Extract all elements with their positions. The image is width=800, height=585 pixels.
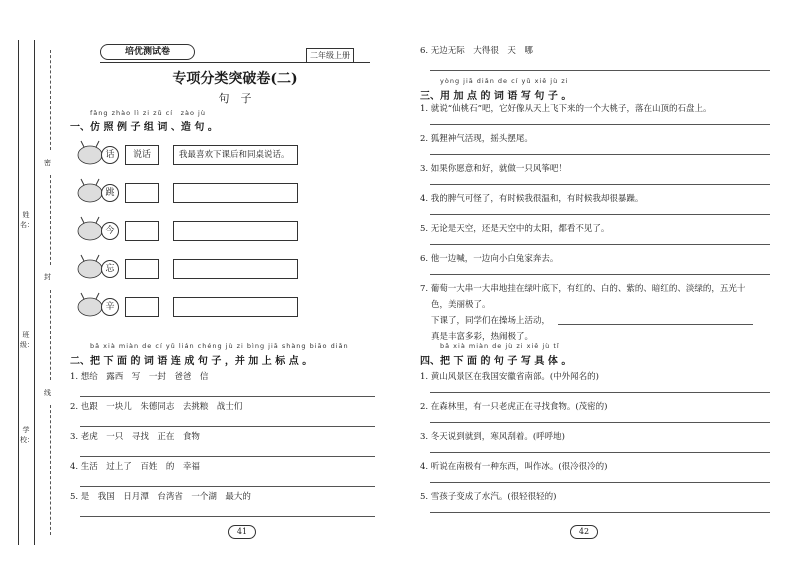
cut-mark-feng: 封 bbox=[44, 273, 51, 281]
answer-line[interactable] bbox=[430, 244, 770, 245]
bee-icon bbox=[76, 140, 104, 166]
item: 4. 听说在南极有一种东西，叫作冰。(很冷很冷的) bbox=[420, 462, 608, 472]
answer-line[interactable] bbox=[430, 392, 770, 393]
answer-line[interactable] bbox=[430, 274, 770, 275]
item: 7. 葡萄一大串一大串地挂在绿叶底下，有红的、白的、紫的、暗红的、淡绿的，五光十 bbox=[420, 284, 746, 294]
item: 3. 冬天说到就到，寒风刮着。(呼呼地) bbox=[420, 432, 565, 442]
school-label: 学校： bbox=[20, 426, 34, 444]
page-subtitle: 句 子 bbox=[218, 92, 252, 105]
word-box[interactable] bbox=[125, 259, 159, 279]
bee-icon bbox=[76, 292, 104, 318]
section4-pinyin: bǎ xià miàn de jù zi xiě jù tǐ bbox=[440, 342, 560, 350]
logo: 培优测试卷 bbox=[100, 44, 195, 60]
example-char: 跳 bbox=[101, 184, 119, 202]
example-char: 今 bbox=[101, 222, 119, 240]
cut-line bbox=[50, 50, 51, 150]
page-number: 42 bbox=[570, 525, 598, 539]
sentence-box[interactable]: 我最喜欢下课后和同桌说话。 bbox=[173, 145, 298, 165]
item: 真是丰富多彩，热闹极了。 bbox=[431, 332, 534, 342]
answer-line[interactable] bbox=[80, 486, 375, 487]
answer-line[interactable] bbox=[430, 70, 770, 71]
answer-line[interactable] bbox=[430, 482, 770, 483]
answer-line[interactable] bbox=[430, 214, 770, 215]
answer-line[interactable] bbox=[430, 154, 770, 155]
answer-line[interactable] bbox=[430, 184, 770, 185]
section2-title: 二、把 下 面 的 词 语 连 成 句 子 ，并 加 上 标 点 。 bbox=[70, 356, 313, 367]
example-char: 忘 bbox=[101, 260, 119, 278]
page-title: 专项分类突破卷(二) bbox=[172, 71, 298, 87]
item: 4. 生活 过上了 百姓 的 幸福 bbox=[70, 462, 200, 472]
word-box[interactable]: 说话 bbox=[125, 145, 159, 165]
cut-line bbox=[50, 405, 51, 535]
item: 6. 他一边喊，一边向小白兔家奔去。 bbox=[420, 254, 559, 264]
name-label: 姓名： bbox=[20, 211, 34, 229]
answer-line[interactable] bbox=[558, 324, 753, 325]
item: 6. 无边无际 大得很 天 哪 bbox=[420, 46, 533, 56]
sentence-box[interactable] bbox=[173, 183, 298, 203]
binding-line bbox=[34, 40, 35, 545]
item: 2. 狐狸神气活现，摇头摆尾。 bbox=[420, 134, 533, 144]
section3-title: 三、用 加 点 的 词 语 写 句 子 。 bbox=[420, 91, 572, 102]
section3-pinyin: yòng jiā diǎn de cí yǔ xiě jù zi bbox=[440, 77, 569, 85]
bee-icon bbox=[76, 254, 104, 280]
answer-line[interactable] bbox=[80, 516, 375, 517]
answer-line[interactable] bbox=[430, 422, 770, 423]
item: 4. 我的脾气可怪了，有时候我很温和，有时候我却很暴躁。 bbox=[420, 194, 644, 204]
sentence-box[interactable] bbox=[173, 297, 298, 317]
item: 3. 如果你愿意和好，就做一只风筝吧！ bbox=[420, 164, 567, 174]
binding-strip bbox=[14, 40, 62, 545]
item: 2. 也跟 一块儿 朱德同志 去挑粮 战士们 bbox=[70, 402, 243, 412]
answer-line[interactable] bbox=[430, 512, 770, 513]
cut-line bbox=[50, 290, 51, 380]
cut-mark-mi: 密 bbox=[44, 159, 51, 167]
bee-icon bbox=[76, 178, 104, 204]
item: 5. 雪孩子变成了水汽。(很轻很轻的) bbox=[420, 492, 557, 502]
header-rule bbox=[100, 62, 370, 63]
answer-line[interactable] bbox=[80, 396, 375, 397]
section4-title: 四、把 下 面 的 句 子 写 具 体 。 bbox=[420, 356, 572, 367]
example-char: 话 bbox=[101, 146, 119, 164]
page-number: 41 bbox=[228, 525, 256, 539]
section2-pinyin: bǎ xià miàn de cí yǔ lián chéng jù zi bìng jiā shàng biāo diǎn bbox=[90, 342, 349, 350]
answer-line[interactable] bbox=[80, 456, 375, 457]
cut-mark-xian: 线 bbox=[44, 389, 51, 397]
sentence-box[interactable] bbox=[173, 259, 298, 279]
sentence-box[interactable] bbox=[173, 221, 298, 241]
item: 2. 在森林里，有一只老虎正在寻找食物。(茂密的) bbox=[420, 402, 608, 412]
item: 1. 黄山风景区在我国安徽省南部。(中外闻名的) bbox=[420, 372, 599, 382]
example-char: 辛 bbox=[101, 298, 119, 316]
item: 3. 老虎 一只 寻找 正在 食物 bbox=[70, 432, 200, 442]
section1-title: 一、仿 照 例 子 组 词 、造 句 。 bbox=[70, 122, 218, 133]
word-box[interactable] bbox=[125, 221, 159, 241]
answer-line[interactable] bbox=[80, 426, 375, 427]
item: 5. 是 我国 日月潭 台湾省 一个湖 最大的 bbox=[70, 492, 251, 502]
word-box[interactable] bbox=[125, 297, 159, 317]
item: 5. 无论是天空，还是天空中的太阳，都看不见了。 bbox=[420, 224, 610, 234]
bee-icon bbox=[76, 216, 104, 242]
answer-line[interactable] bbox=[430, 124, 770, 125]
grade-label: 二年级上册 bbox=[306, 48, 354, 63]
left-page bbox=[70, 20, 380, 565]
right-page bbox=[420, 20, 775, 565]
item: 1. 想给 露西 写 一封 爸爸 信 bbox=[70, 372, 209, 382]
item: 下课了，同学们在操场上活动， bbox=[431, 316, 551, 326]
item: 1. 就说“仙桃石”吧，它好像从天上飞下来的一个大桃子，落在山顶的石盘上。 bbox=[420, 104, 712, 114]
section1-pinyin: fǎng zhào lì zi zǔ cí zào jù bbox=[90, 109, 206, 117]
binding-line bbox=[18, 40, 19, 545]
answer-line[interactable] bbox=[430, 452, 770, 453]
word-box[interactable] bbox=[125, 183, 159, 203]
cut-line bbox=[50, 175, 51, 265]
class-label: 班级： bbox=[20, 331, 34, 349]
item: 色，美丽极了。 bbox=[431, 300, 491, 310]
